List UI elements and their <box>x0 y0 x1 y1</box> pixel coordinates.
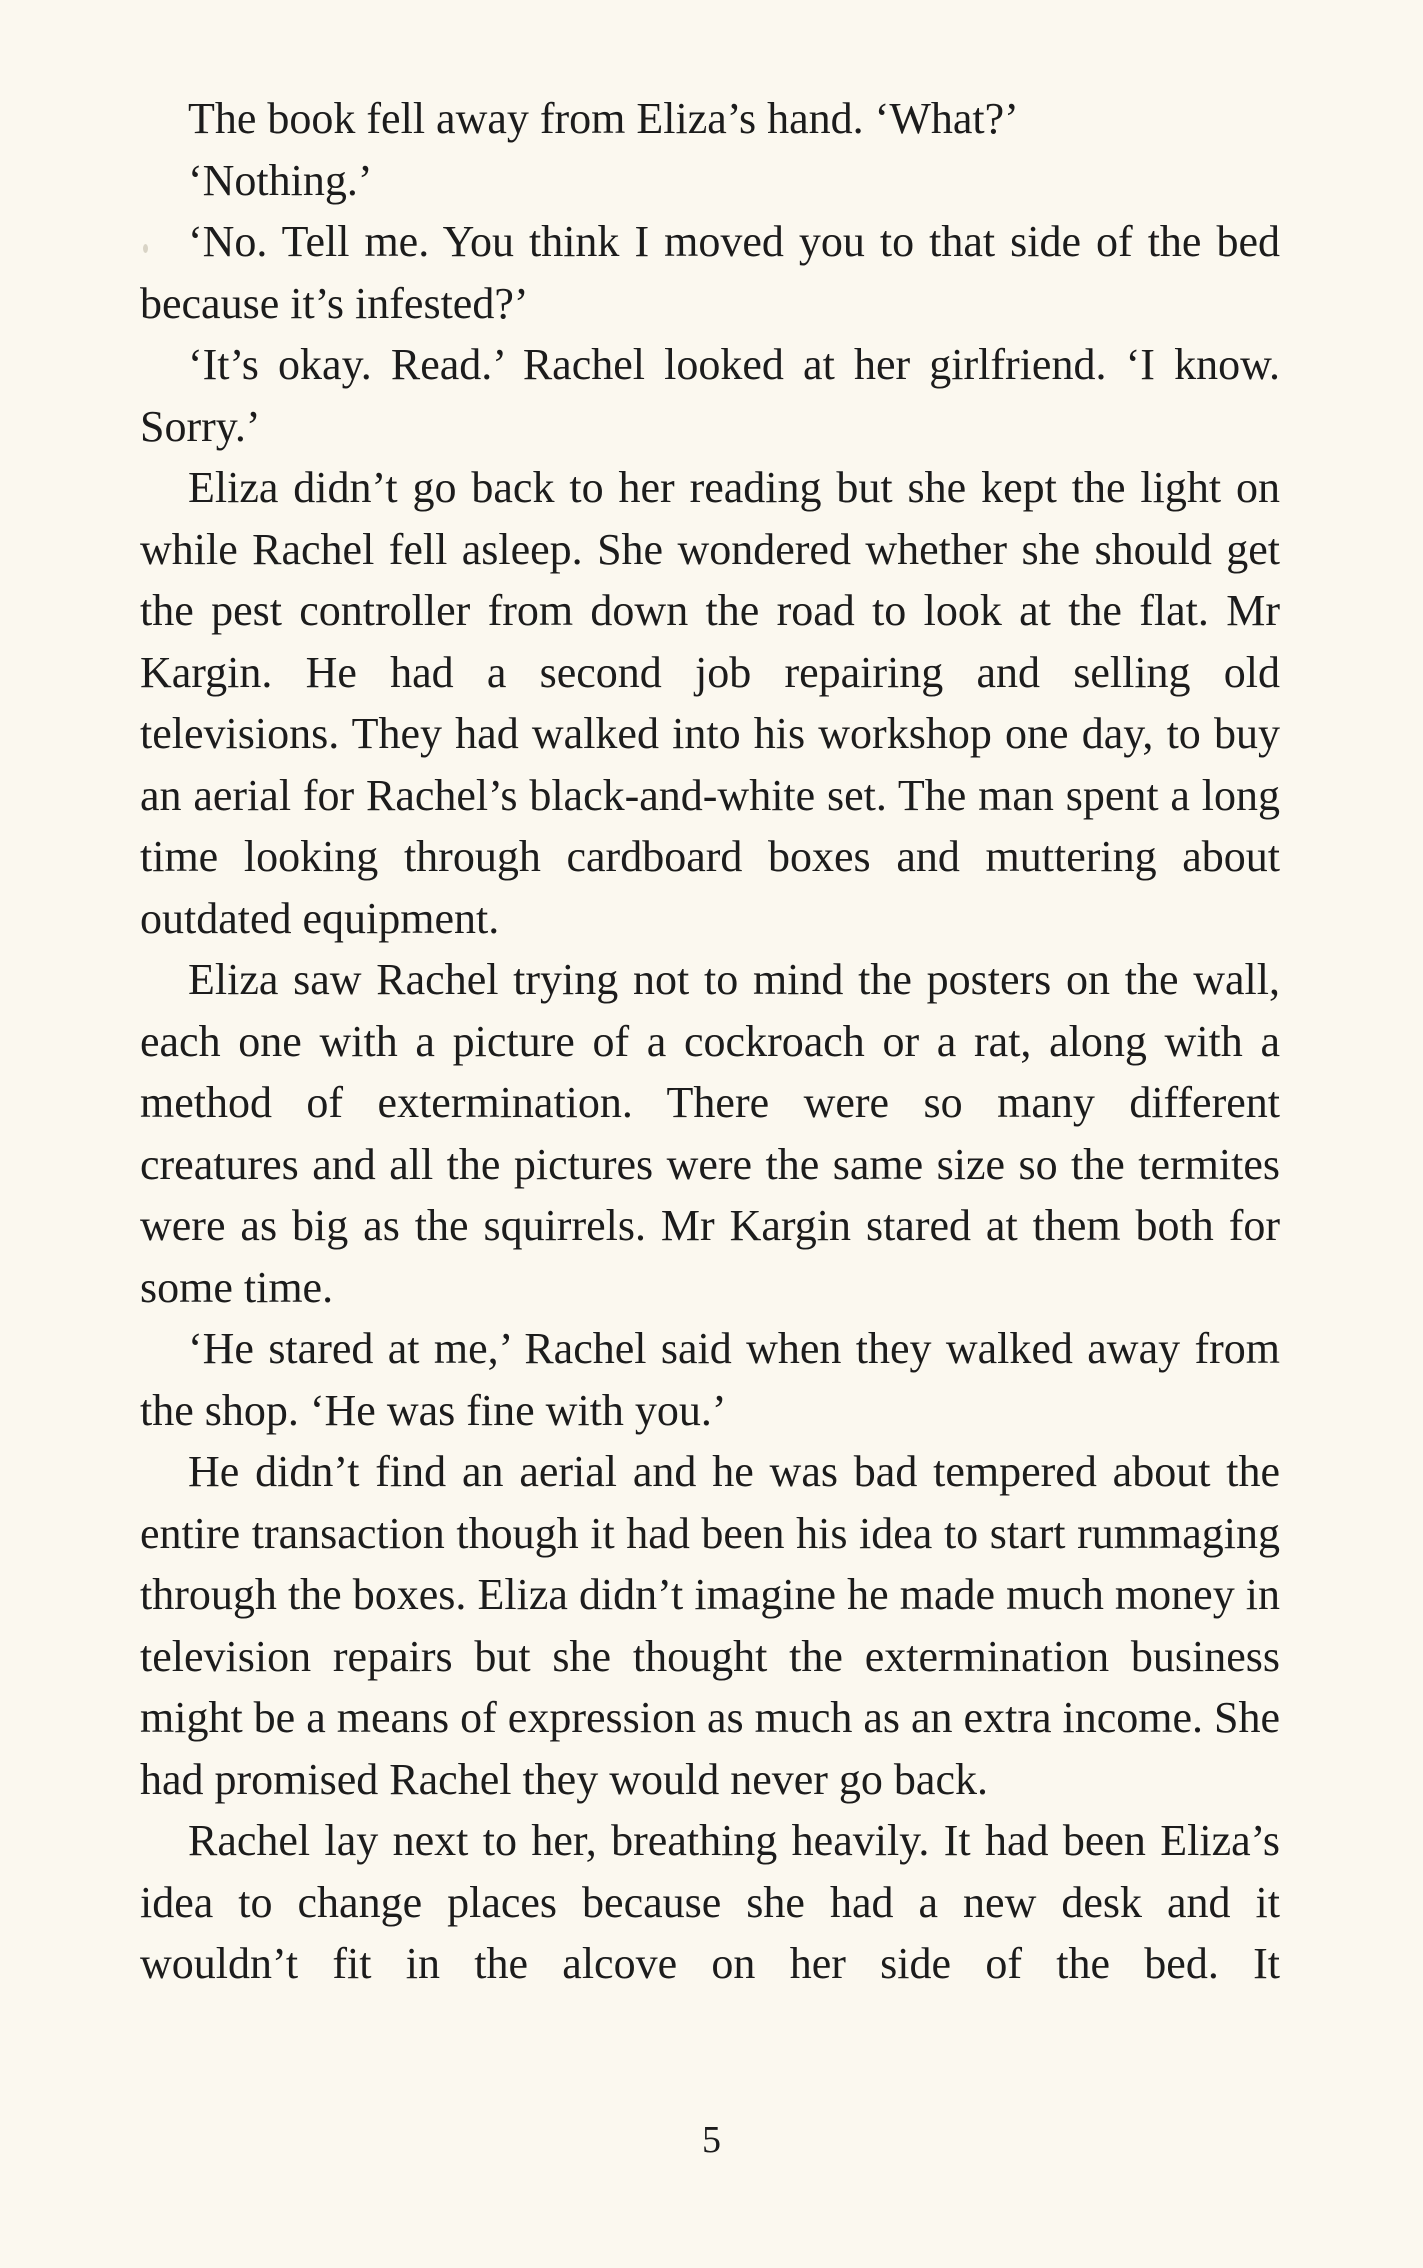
paragraph: Eliza didn’t go back to her reading but she kept the light on while Rachel fell asleep. She wondered whether she should get the pest controller from down the road to look at the flat. Mr Kargin. He had a second job repairing and selling old televisions. They had walked into his workshop one day, to buy an aerial for Rachel’s black-and-white set. The man spent a long time looking through cardboard boxes and muttering about outdated equipment. <box>140 463 1280 943</box>
paragraph: Eliza saw Rachel trying not to mind the posters on the wall, each one with a picture of a cockroach or a rat, along with a method of extermination. There were so many different creatures and all the pictures were the same size so the termites were as big as the squirrels. Mr Kargin stared at them both for some time. <box>140 955 1280 1312</box>
body-text <box>140 88 1280 1995</box>
paragraph: Rachel lay next to her, breathing heavily. It had been Eliza’s idea to change places because she had a new desk and it wouldn’t fit in the alcove on her side of the bed. It <box>140 1816 1280 1988</box>
paragraph: He didn’t find an aerial and he was bad tempered about the entire transaction though it had been his idea to start rummaging through the boxes. Eliza didn’t imagine he made much money in television repairs but she thought the extermination business might be a means of expression as much as an extra income. She had promised Rachel they would never go back. <box>140 1447 1281 1804</box>
paragraph: ‘He stared at me,’ Rachel said when they walked away from the shop. ‘He was fine with you.’ <box>140 1324 1280 1435</box>
paragraph: ‘Nothing.’ <box>188 155 373 205</box>
paragraph: ‘No. Tell me. You think I moved you to that side of the bed because it’s infested?’ <box>140 217 1280 328</box>
paragraph: The book fell away from Eliza’s hand. ‘What?’ <box>188 94 1019 143</box>
page-number: 5 <box>702 2119 721 2161</box>
paragraph: ‘It’s okay. Read.’ Rachel looked at her girlfriend. ‘I know. Sorry.’ <box>140 340 1280 451</box>
